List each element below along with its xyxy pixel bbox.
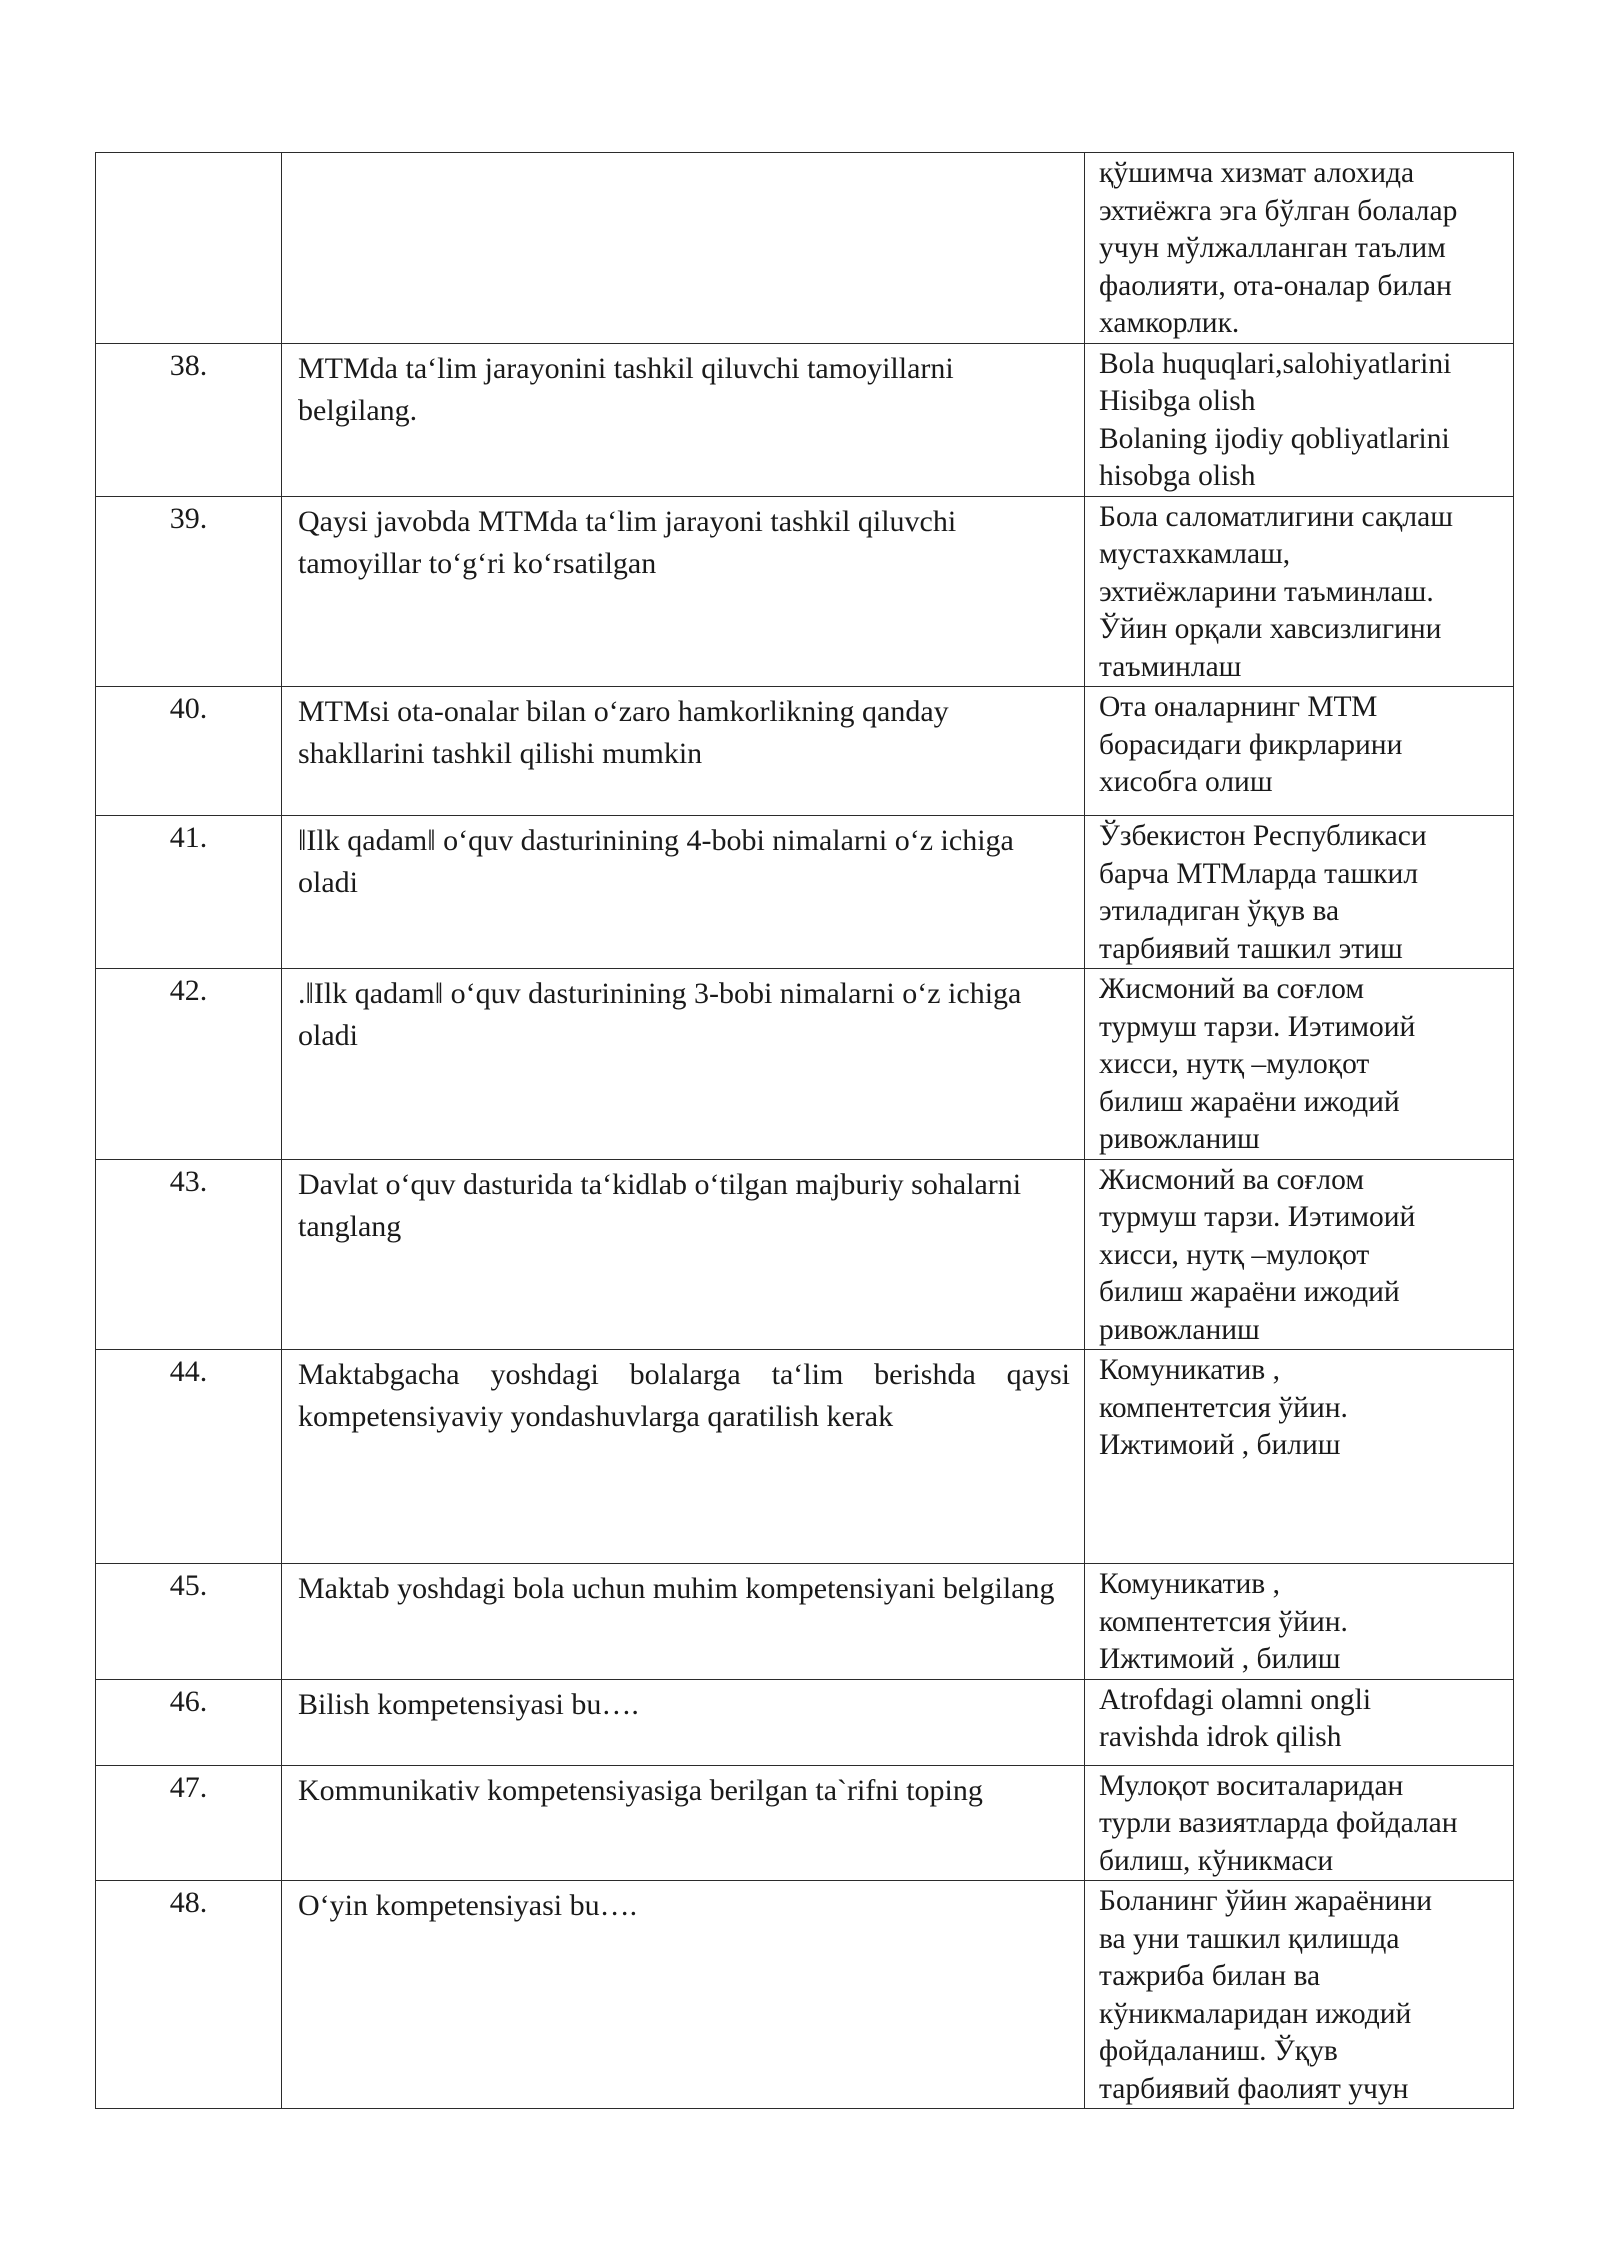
table-row <box>96 153 1514 344</box>
answer-line: этиладиган ўқув ва <box>1099 895 1340 927</box>
question-text: MTMda ta‘lim jarayonini tashkil qiluvchi tamoyillarni belgilang. <box>282 343 1085 496</box>
answer-line: фаолияти, ота-оналар билан <box>1099 269 1452 302</box>
answer-line: Ижтимоий , билиш <box>1099 1429 1341 1461</box>
row-number: 44. <box>96 1350 282 1564</box>
answer-text <box>1085 816 1514 969</box>
answer-line: турмуш тарзи. Иэтимоий <box>1099 1201 1416 1233</box>
answer-line: хисобга олиш <box>1099 766 1273 798</box>
answer-text <box>1085 496 1514 687</box>
answer-line: қўшимча хизмат алохида <box>1099 157 1415 189</box>
answer-line: кўникмаларидан ижодий <box>1099 1997 1412 2030</box>
row-number: 41. <box>96 816 282 969</box>
answer-text <box>1085 1765 1514 1881</box>
answer-line: турли вазиятларда фойдалан <box>1099 1807 1458 1839</box>
answer-line: ва уни ташкил қилишда <box>1099 1922 1400 1955</box>
question-text: ‖Ilk qadam‖ o‘quv dasturinining 4-bobi nimalarni o‘z ichiga oladi <box>282 816 1085 969</box>
answer-line: ravishda idrok qilish <box>1099 1721 1342 1753</box>
table-row <box>96 343 1514 496</box>
answer-line: хисси, нутқ –мулоқот <box>1099 1238 1370 1271</box>
answer-text <box>1085 1159 1514 1350</box>
answer-text <box>1085 343 1514 496</box>
answer-line: hisobga olish <box>1099 460 1256 492</box>
answer-text <box>1085 1881 1514 2109</box>
answer-line: ривожланиш <box>1099 1313 1260 1346</box>
answer-line: ривожланиш <box>1099 1123 1260 1155</box>
row-number: 42. <box>96 969 282 1160</box>
row-number: 46. <box>96 1679 282 1765</box>
table-row <box>96 1765 1514 1881</box>
questions-table-body <box>96 153 1514 2109</box>
table-row <box>96 1564 1514 1680</box>
answer-line: компентетсия ўйин. <box>1099 1605 1348 1638</box>
answer-line: тажриба билан ва <box>1099 1960 1321 1992</box>
answer-line: Ўйин орқали хавсизлигини <box>1099 613 1442 645</box>
question-text: MTMsi ota-onalar bilan o‘zaro hamkorlikning qanday shakllarini tashkil qilishi mumkin <box>282 687 1085 816</box>
answer-line: Боланинг ўйин жараёнини <box>1099 1885 1432 1917</box>
answer-line: Мулоқот воситаларидан <box>1099 1769 1404 1802</box>
answer-line: Комуникатив , <box>1099 1568 1280 1600</box>
answer-line: Жисмоний ва соғлом <box>1099 973 1364 1005</box>
answer-line: Atrofdagi olamni ongli <box>1099 1683 1372 1716</box>
answer-line: Ота оналарнинг МТМ <box>1099 691 1378 723</box>
questions-table <box>95 152 1514 2109</box>
answer-line: тарбиявий фаолият учун <box>1099 2072 1409 2105</box>
question-text: Davlat o‘quv dasturida ta‘kidlab o‘tilgan majburiy sohalarni tanglang <box>282 1159 1085 1350</box>
answer-line: хисси, нутқ –мулоқот <box>1099 1048 1370 1080</box>
question-text: Maktab yoshdagi bola uchun muhim kompetensiyani belgilang <box>282 1564 1085 1680</box>
answer-line: борасидаги фикрларини <box>1099 728 1403 761</box>
answer-line: таъминлаш <box>1099 650 1242 683</box>
answer-line: билиш жараёни ижодий <box>1099 1276 1400 1308</box>
row-number: 40. <box>96 687 282 816</box>
row-number: 48. <box>96 1881 282 2109</box>
table-row <box>96 816 1514 969</box>
question-text <box>282 153 1085 344</box>
answer-line: Ижтимоий , билиш <box>1099 1643 1341 1675</box>
table-row <box>96 1159 1514 1350</box>
answer-text <box>1085 1350 1514 1564</box>
answer-line: Bolaning ijodiy qobliyatlarini <box>1099 422 1450 455</box>
answer-line: тарбиявий ташкил этиш <box>1099 932 1403 965</box>
answer-line: Bola huquqlari,salohiyatlarini <box>1099 347 1452 380</box>
answer-line: компентетсия ўйин. <box>1099 1391 1348 1424</box>
row-number: 43. <box>96 1159 282 1350</box>
answer-line: билиш жараёни ижодий <box>1099 1085 1400 1118</box>
question-text: Qaysi javobda MTMda ta‘lim jarayoni tashkil qiluvchi tamoyillar to‘g‘ri ko‘rsatilgan <box>282 496 1085 687</box>
table-row <box>96 496 1514 687</box>
answer-line: Комуникатив , <box>1099 1354 1280 1386</box>
question-text: .‖Ilk qadam‖ o‘quv dasturinining 3-bobi nimalarni o‘z ichiga oladi <box>282 969 1085 1160</box>
question-text: Maktabgacha yoshdagi bolalarga ta‘lim berishda qaysi kompetensiyaviy yondashuvlarga qaratilish kerak <box>282 1350 1085 1564</box>
row-number: 47. <box>96 1765 282 1881</box>
answer-line: турмуш тарзи. Иэтимоий <box>1099 1010 1416 1043</box>
row-number <box>96 153 282 344</box>
answer-text <box>1085 1679 1514 1765</box>
table-row <box>96 969 1514 1160</box>
question-text: Kommunikativ kompetensiyasiga berilgan ta`rifni toping <box>282 1765 1085 1881</box>
answer-line: эхтиёжларини таъминлаш. <box>1099 575 1434 608</box>
answer-line: Hisibga olish <box>1099 385 1256 417</box>
question-text: O‘yin kompetensiyasi bu…. <box>282 1881 1085 2109</box>
row-number: 39. <box>96 496 282 687</box>
table-row <box>96 1350 1514 1564</box>
table-row <box>96 687 1514 816</box>
answer-text <box>1085 969 1514 1160</box>
row-number: 45. <box>96 1564 282 1680</box>
answer-line: Жисмоний ва соғлом <box>1099 1163 1364 1196</box>
answer-line: учун мўлжалланган таълим <box>1099 232 1446 264</box>
answer-line: Бола саломатлигини сақлаш <box>1099 500 1453 533</box>
answer-text <box>1085 153 1514 344</box>
answer-line: барча МТМларда ташкил <box>1099 857 1419 890</box>
answer-line: эхтиёжга эга бўлган болалар <box>1099 194 1458 227</box>
row-number: 38. <box>96 343 282 496</box>
answer-line: хамкорлик. <box>1099 307 1240 339</box>
answer-line: мустахкамлаш, <box>1099 538 1291 570</box>
answer-text <box>1085 687 1514 816</box>
answer-line: фойдаланиш. Ўқув <box>1099 2035 1338 2067</box>
answer-line: Ўзбекистон Республикаси <box>1099 820 1427 852</box>
question-text: Bilish kompetensiyasi bu…. <box>282 1679 1085 1765</box>
table-row <box>96 1881 1514 2109</box>
answer-line: билиш, кўникмаси <box>1099 1844 1334 1877</box>
answer-text <box>1085 1564 1514 1680</box>
table-row <box>96 1679 1514 1765</box>
